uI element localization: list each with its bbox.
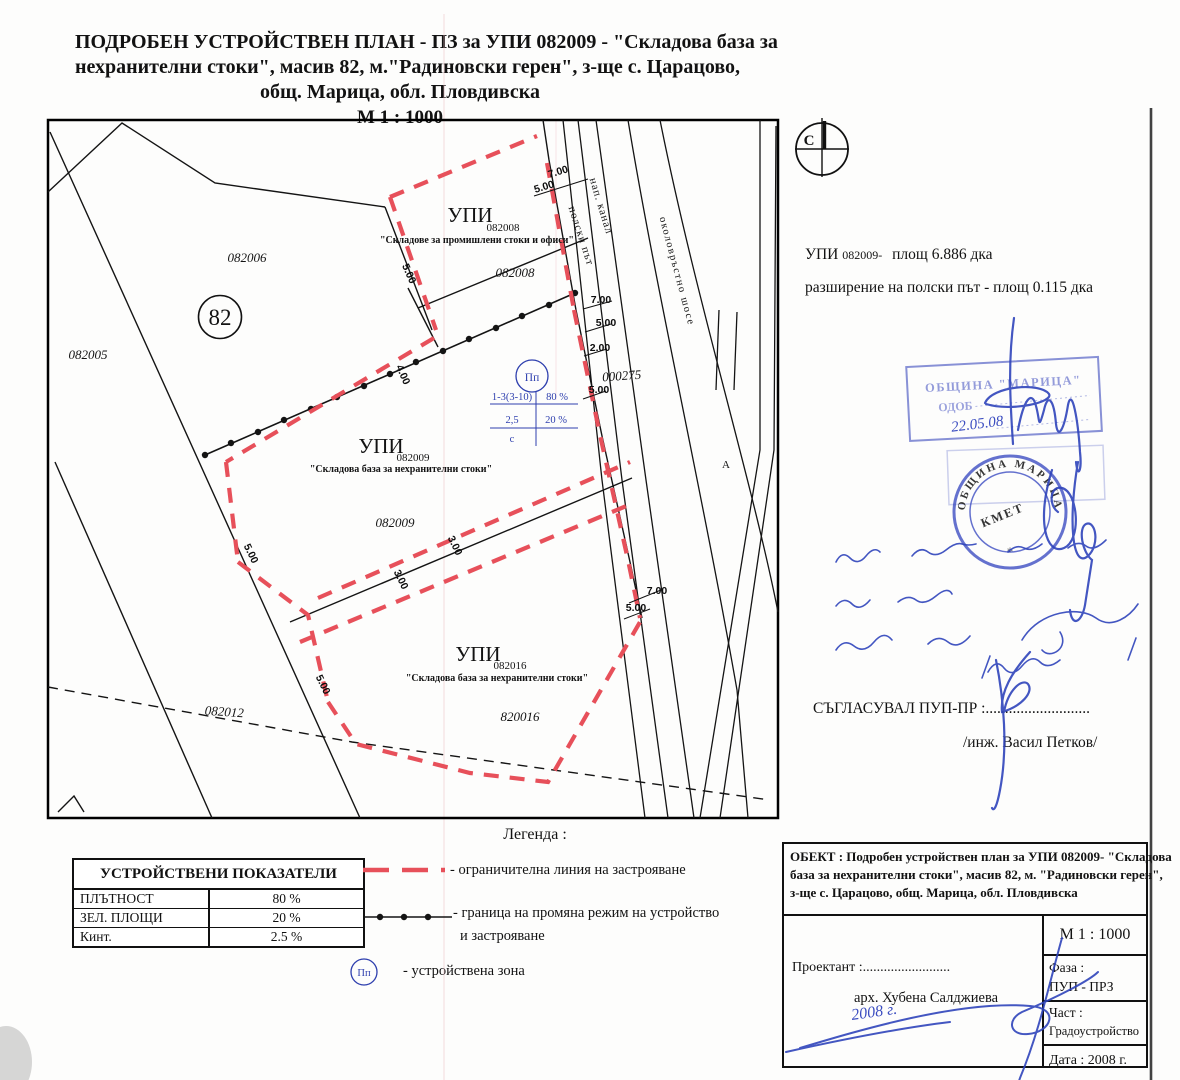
indicator-value: 20 % xyxy=(272,910,301,925)
upi-number: 082016 xyxy=(493,660,527,672)
matrix-floors: 1-3(3-10) xyxy=(491,392,533,403)
dim-label: 3.00 xyxy=(390,567,411,592)
legend-title: Легенда : xyxy=(503,826,567,843)
dim-label: 4.00 xyxy=(393,363,413,387)
dim-label: 5.00 xyxy=(399,262,419,286)
dim-label: 5.00 xyxy=(240,541,261,566)
stamp-approve-text: ОДОБ xyxy=(937,398,973,415)
upi-use: "Складова база за нехранителни стоки" xyxy=(309,464,493,475)
legend-item-regime-border-line2: и застрояване xyxy=(460,928,545,944)
massif-number: 82 xyxy=(208,305,232,330)
title-scale: М 1 : 1000 xyxy=(356,107,443,128)
dim-label: 5.00 xyxy=(532,178,556,196)
upi-number: 082009 xyxy=(396,452,430,464)
parcel-082008-label: 082008 xyxy=(495,265,535,280)
dim-label: 2.00 xyxy=(589,342,611,354)
north-symbol xyxy=(795,118,849,177)
matrix-green: 20 % xyxy=(545,415,567,426)
marker-a-label: А xyxy=(722,459,730,471)
parcel-082012-label: 082012 xyxy=(204,702,245,721)
title-block-scale: М 1 : 1000 xyxy=(1059,926,1131,943)
upi-area-number: 082009- xyxy=(842,248,883,262)
upi-area-text: площ 6.886 дка xyxy=(892,246,993,263)
upi-word: УПИ xyxy=(358,434,404,458)
matrix-letter: с xyxy=(509,434,515,445)
dim-label: 5.00 xyxy=(595,317,617,329)
parcel-082009-label: 082009 xyxy=(375,515,415,530)
approval-dots: ........................... xyxy=(985,700,1091,717)
designer-signature xyxy=(786,938,1098,1080)
approval-signature xyxy=(992,652,1030,809)
stamp-mayor-text: КМЕТ xyxy=(978,500,1027,531)
road-expansion-note: разширение на полски път - площ 0.115 дка xyxy=(805,279,1093,296)
stamp-municipality-text: ОБЩИНА "МАРИЦА" xyxy=(924,372,1082,396)
title-block-date: Дата : 2008 г. xyxy=(1044,1044,1146,1080)
massif-circle xyxy=(199,296,242,339)
legend-zone-letters: Пп xyxy=(357,968,371,979)
upi-area-prefix: УПИ xyxy=(805,246,839,263)
phase-label: Фаза : xyxy=(1049,960,1085,975)
title-line-2: нехранителни стоки", масив 82, м."Радиновски герен", з-ще с. Царацово, xyxy=(75,56,741,78)
canal-label: нап. канал xyxy=(586,176,616,236)
approval-engineer-name: /инж. Васил Петков/ xyxy=(963,734,1098,751)
upi-use: "Складове за промишлени стоки и офиси" xyxy=(380,235,574,246)
object-line-3: з-ще с. Царацово, общ. Марица, обл. Пловдивска xyxy=(790,885,1078,900)
dim-label: 5.00 xyxy=(625,602,647,614)
upi-082008-annotation xyxy=(380,203,574,246)
designer-name: арх. Хубена Салджиева xyxy=(854,990,999,1006)
upi-word: УПИ xyxy=(447,203,493,227)
indicator-label: ПЛЪТНОСТ xyxy=(74,890,210,908)
legend-dotted-line-symbol xyxy=(364,914,452,920)
approval-label: СЪГЛАСУВАЛ ПУП-ПР : xyxy=(813,700,986,717)
upi-082016-annotation xyxy=(406,642,588,684)
object-line-2: база за нехранителни стоки", масив 82, м. "Радиновски герен", xyxy=(790,867,1163,882)
stamp-ring-text: ОБЩИНА МАРИЦА xyxy=(955,457,1065,512)
zone-matrix xyxy=(490,360,578,446)
upi-number: 082008 xyxy=(486,222,520,234)
parcel-082006-label: 082006 xyxy=(227,250,267,265)
part-label: Част : xyxy=(1049,1005,1083,1020)
scan-artifacts xyxy=(0,14,1172,1080)
parcel-820016-label: 820016 xyxy=(500,709,540,724)
indicators-table-title: УСТРОЙСТВЕНИ ПОКАЗАТЕЛИ xyxy=(74,860,363,890)
parcel-082005-label: 082005 xyxy=(68,347,108,362)
stamp-handwritten-date: 22.05.08 xyxy=(950,413,1005,436)
indicator-label: ЗЕЛ. ПЛОЩИ xyxy=(74,909,210,927)
rect-approval-stamp xyxy=(906,357,1102,441)
title-line-3: общ. Марица, обл. Пловдивска xyxy=(259,81,541,103)
ring-road-label: околовръстно шосе xyxy=(656,215,697,328)
upi-082009-annotation xyxy=(310,434,492,475)
dim-label: 5.00 xyxy=(312,672,333,697)
part-value: Градоустройство xyxy=(1049,1024,1140,1038)
indicator-value: 2.5 % xyxy=(270,929,303,944)
north-letter: С xyxy=(803,133,815,149)
upi-word: УПИ xyxy=(455,642,501,666)
dim-label: 7.00 xyxy=(646,585,668,597)
dim-label: 3.00 xyxy=(444,533,465,558)
legend-item-zone: - устройствена зона xyxy=(403,963,525,979)
matrix-kint: 2,5 xyxy=(505,415,519,426)
road-parcel-label: 000275 xyxy=(601,366,642,385)
indicator-label: Кинт. xyxy=(74,928,210,946)
upi-use: "Складова база за нехранителни стоки" xyxy=(405,673,589,684)
dim-label: 7.00 xyxy=(546,163,570,181)
indicator-value: 80 % xyxy=(272,891,301,906)
stamp-star: * xyxy=(1006,544,1014,559)
designer-label: Проектант :......................... xyxy=(792,960,951,975)
designer-handwritten-date: 2008 г. xyxy=(850,1000,899,1024)
legend-item-regime-border-line1: - граница на промяна режим на устройство xyxy=(453,905,720,921)
phase-value: ПУП - ПРЗ xyxy=(1049,979,1114,994)
legend-item-restrictive-line: - ограничителна линия на застрояване xyxy=(450,862,686,878)
field-road-label: полски път xyxy=(565,204,597,268)
dim-label: 5.00 xyxy=(588,384,610,396)
object-line-1: ОБЕКТ : Подробен устройствен план за УПИ 082009- "Складова xyxy=(790,849,1172,864)
title-line-1: ПОДРОБЕН УСТРОЙСТВЕН ПЛАН - ПЗ за УПИ 082009 - "Складова база за xyxy=(75,31,778,53)
matrix-density: 80 % xyxy=(546,392,568,403)
zone-symbol: Пп xyxy=(524,372,540,384)
legend-symbols xyxy=(351,870,452,985)
parcel-labels xyxy=(69,250,731,724)
regime-border-line xyxy=(202,290,578,458)
legend-zone-symbol xyxy=(351,959,377,985)
dim-label: 7.00 xyxy=(590,294,612,306)
